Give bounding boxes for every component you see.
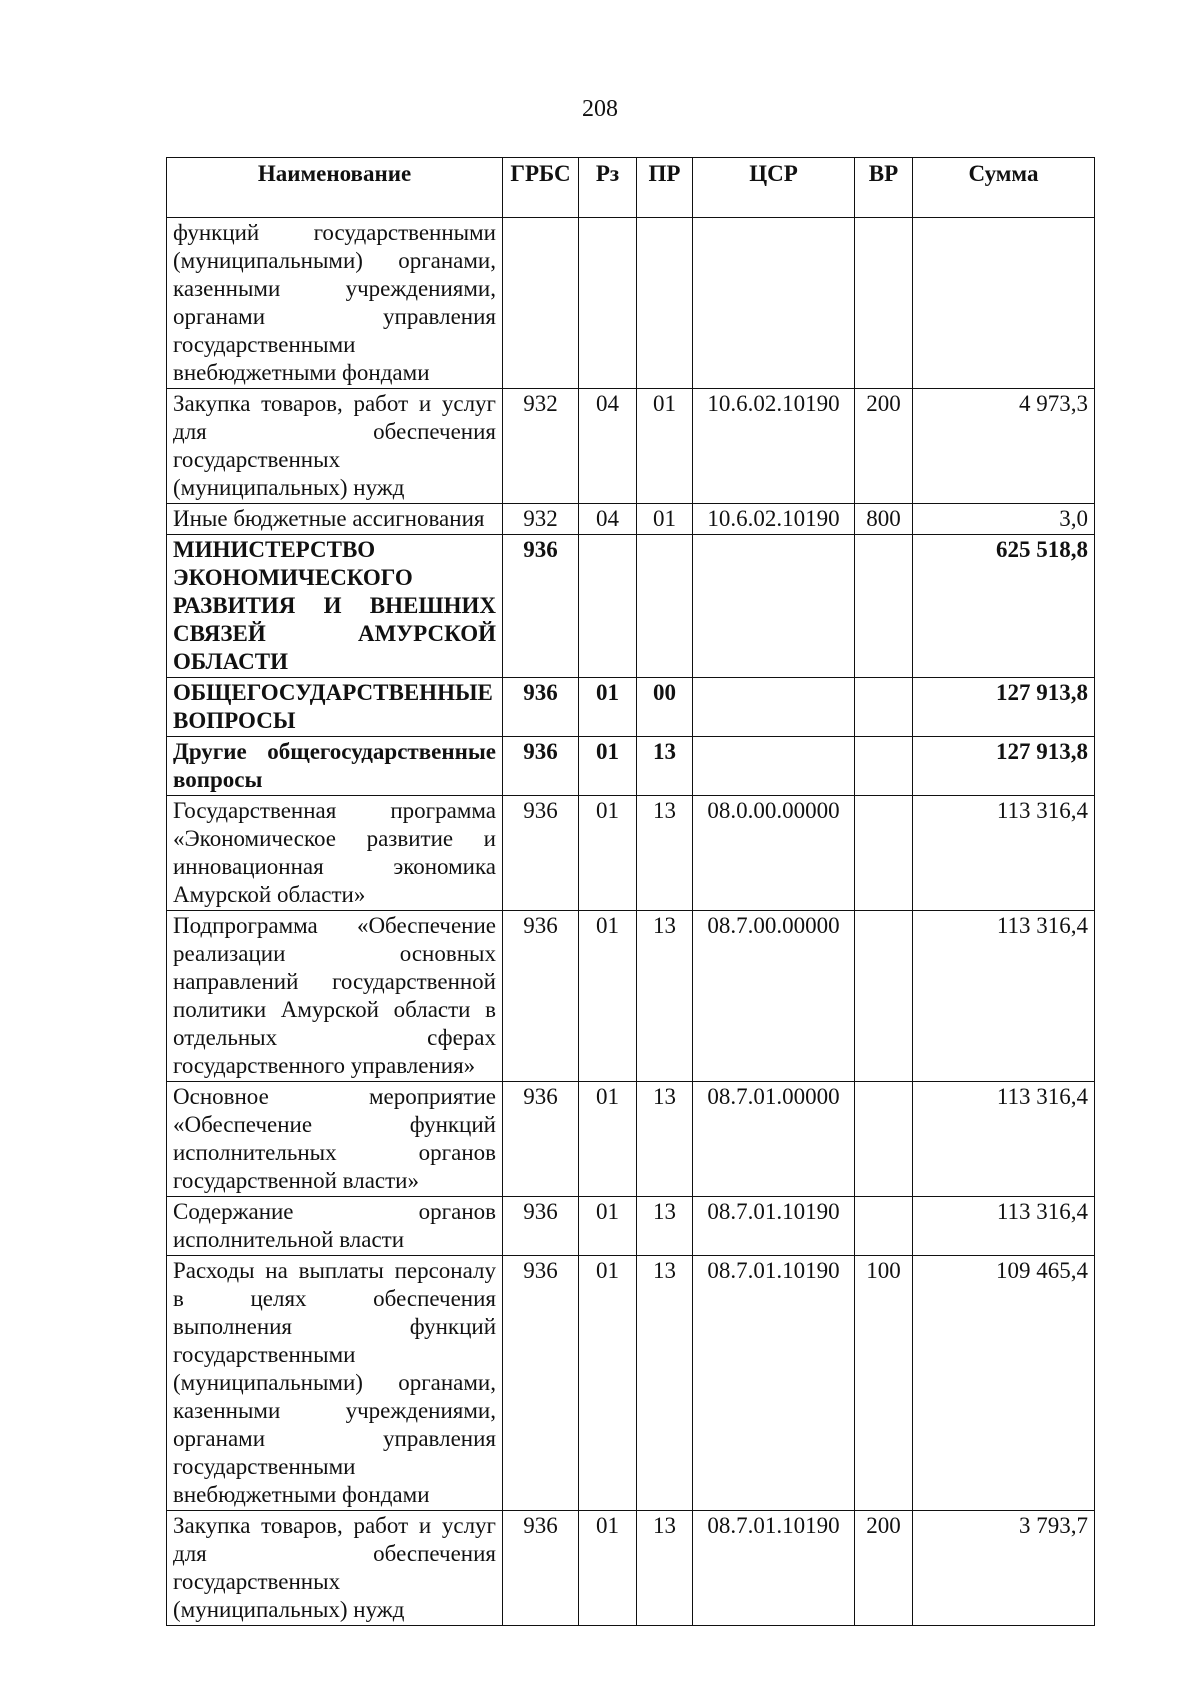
cell-rz: 01 [579, 1256, 637, 1511]
cell-name: Содержание органов исполнительной власти [167, 1197, 503, 1256]
cell-name: Закупка товаров, работ и услуг для обеспечения государственных (муниципальных) нужд [167, 1511, 503, 1626]
table-row [167, 1082, 1095, 1197]
header-vr: ВР [855, 158, 913, 218]
cell-csr [693, 737, 855, 796]
cell-grbs: 936 [503, 1256, 579, 1511]
cell-name: Другие общегосударственные вопросы [167, 737, 503, 796]
cell-name: Расходы на выплаты персоналу в целях обеспечения выполнения функций государственными (муниципальными) органами, казенными учреждениями, органами управления государственными внебюджетными фондами [167, 1256, 503, 1511]
cell-rz: 01 [579, 1197, 637, 1256]
cell-grbs: 932 [503, 504, 579, 535]
cell-csr: 08.7.01.10190 [693, 1197, 855, 1256]
header-grbs: ГРБС [503, 158, 579, 218]
cell-grbs: 936 [503, 1197, 579, 1256]
cell-vr [855, 678, 913, 737]
cell-rz: 01 [579, 911, 637, 1082]
cell-grbs: 932 [503, 389, 579, 504]
cell-sum: 113 316,4 [913, 911, 1095, 1082]
cell-name: Основное мероприятие «Обеспечение функций исполнительных органов государственной власти» [167, 1082, 503, 1197]
cell-rz: 04 [579, 504, 637, 535]
cell-rz: 01 [579, 678, 637, 737]
table-row [167, 678, 1095, 737]
cell-pr: 01 [637, 504, 693, 535]
cell-grbs: 936 [503, 737, 579, 796]
cell-csr: 10.6.02.10190 [693, 389, 855, 504]
cell-sum: 3 793,7 [913, 1511, 1095, 1626]
cell-name: Закупка товаров, работ и услуг для обеспечения государственных (муниципальных) нужд [167, 389, 503, 504]
header-name: Наименование [167, 158, 503, 218]
cell-vr [855, 796, 913, 911]
cell-sum: 4 973,3 [913, 389, 1095, 504]
table-row [167, 1256, 1095, 1511]
cell-vr [855, 535, 913, 678]
cell-sum: 625 518,8 [913, 535, 1095, 678]
cell-csr: 08.0.00.00000 [693, 796, 855, 911]
cell-grbs: 936 [503, 1082, 579, 1197]
cell-vr [855, 911, 913, 1082]
cell-name: ОБЩЕГОСУДАРСТВЕННЫЕ ВОПРОСЫ [167, 678, 503, 737]
cell-vr [855, 218, 913, 389]
cell-vr: 200 [855, 389, 913, 504]
cell-grbs: 936 [503, 796, 579, 911]
cell-csr [693, 535, 855, 678]
cell-vr: 800 [855, 504, 913, 535]
cell-name: Подпрограмма «Обеспечение реализации основных направлений государственной политики Амурской области в отдельных сферах государственного управления» [167, 911, 503, 1082]
table-row [167, 737, 1095, 796]
page-number: 208 [582, 96, 618, 122]
cell-pr: 13 [637, 911, 693, 1082]
cell-csr [693, 218, 855, 389]
cell-vr: 200 [855, 1511, 913, 1626]
cell-name: МИНИСТЕРСТВО ЭКОНОМИЧЕСКОГО РАЗВИТИЯ И ВНЕШНИХ СВЯЗЕЙ АМУРСКОЙ ОБЛАСТИ [167, 535, 503, 678]
cell-pr: 13 [637, 737, 693, 796]
cell-vr [855, 737, 913, 796]
header-rz: Рз [579, 158, 637, 218]
header-sum: Сумма [913, 158, 1095, 218]
cell-grbs: 936 [503, 678, 579, 737]
cell-sum: 3,0 [913, 504, 1095, 535]
cell-vr [855, 1197, 913, 1256]
cell-name: Государственная программа «Экономическое развитие и инновационная экономика Амурской области» [167, 796, 503, 911]
cell-sum: 127 913,8 [913, 678, 1095, 737]
cell-pr: 13 [637, 1256, 693, 1511]
cell-csr [693, 678, 855, 737]
cell-sum: 113 316,4 [913, 1197, 1095, 1256]
cell-pr: 01 [637, 389, 693, 504]
table-row [167, 504, 1095, 535]
cell-vr [855, 1082, 913, 1197]
table-body [167, 218, 1095, 1626]
header-pr: ПР [637, 158, 693, 218]
table-row [167, 796, 1095, 911]
cell-sum: 113 316,4 [913, 1082, 1095, 1197]
header-csr: ЦСР [693, 158, 855, 218]
cell-vr: 100 [855, 1256, 913, 1511]
cell-csr: 08.7.01.10190 [693, 1511, 855, 1626]
cell-pr [637, 218, 693, 389]
cell-pr: 13 [637, 1197, 693, 1256]
cell-grbs: 936 [503, 535, 579, 678]
cell-csr: 08.7.01.10190 [693, 1256, 855, 1511]
cell-rz: 01 [579, 1511, 637, 1626]
cell-pr: 00 [637, 678, 693, 737]
cell-csr: 10.6.02.10190 [693, 504, 855, 535]
cell-name: функций государственными (муниципальными) органами, казенными учреждениями, органами управления государственными внебюджетными фондами [167, 218, 503, 389]
cell-rz: 01 [579, 737, 637, 796]
table-row [167, 911, 1095, 1082]
cell-pr [637, 535, 693, 678]
budget-table [166, 157, 1095, 1626]
cell-rz: 01 [579, 796, 637, 911]
cell-pr: 13 [637, 1511, 693, 1626]
table-row [167, 1197, 1095, 1256]
cell-rz [579, 218, 637, 389]
cell-rz [579, 535, 637, 678]
cell-rz: 04 [579, 389, 637, 504]
cell-sum: 127 913,8 [913, 737, 1095, 796]
cell-sum [913, 218, 1095, 389]
cell-grbs: 936 [503, 1511, 579, 1626]
cell-name: Иные бюджетные ассигнования [167, 504, 503, 535]
cell-pr: 13 [637, 796, 693, 911]
table-row [167, 1511, 1095, 1626]
table-header-row [167, 158, 1095, 218]
cell-rz: 01 [579, 1082, 637, 1197]
cell-grbs [503, 218, 579, 389]
cell-grbs: 936 [503, 911, 579, 1082]
table-row [167, 535, 1095, 678]
cell-sum: 109 465,4 [913, 1256, 1095, 1511]
table-row [167, 218, 1095, 389]
cell-sum: 113 316,4 [913, 796, 1095, 911]
table-row [167, 389, 1095, 504]
cell-csr: 08.7.01.00000 [693, 1082, 855, 1197]
cell-pr: 13 [637, 1082, 693, 1197]
cell-csr: 08.7.00.00000 [693, 911, 855, 1082]
